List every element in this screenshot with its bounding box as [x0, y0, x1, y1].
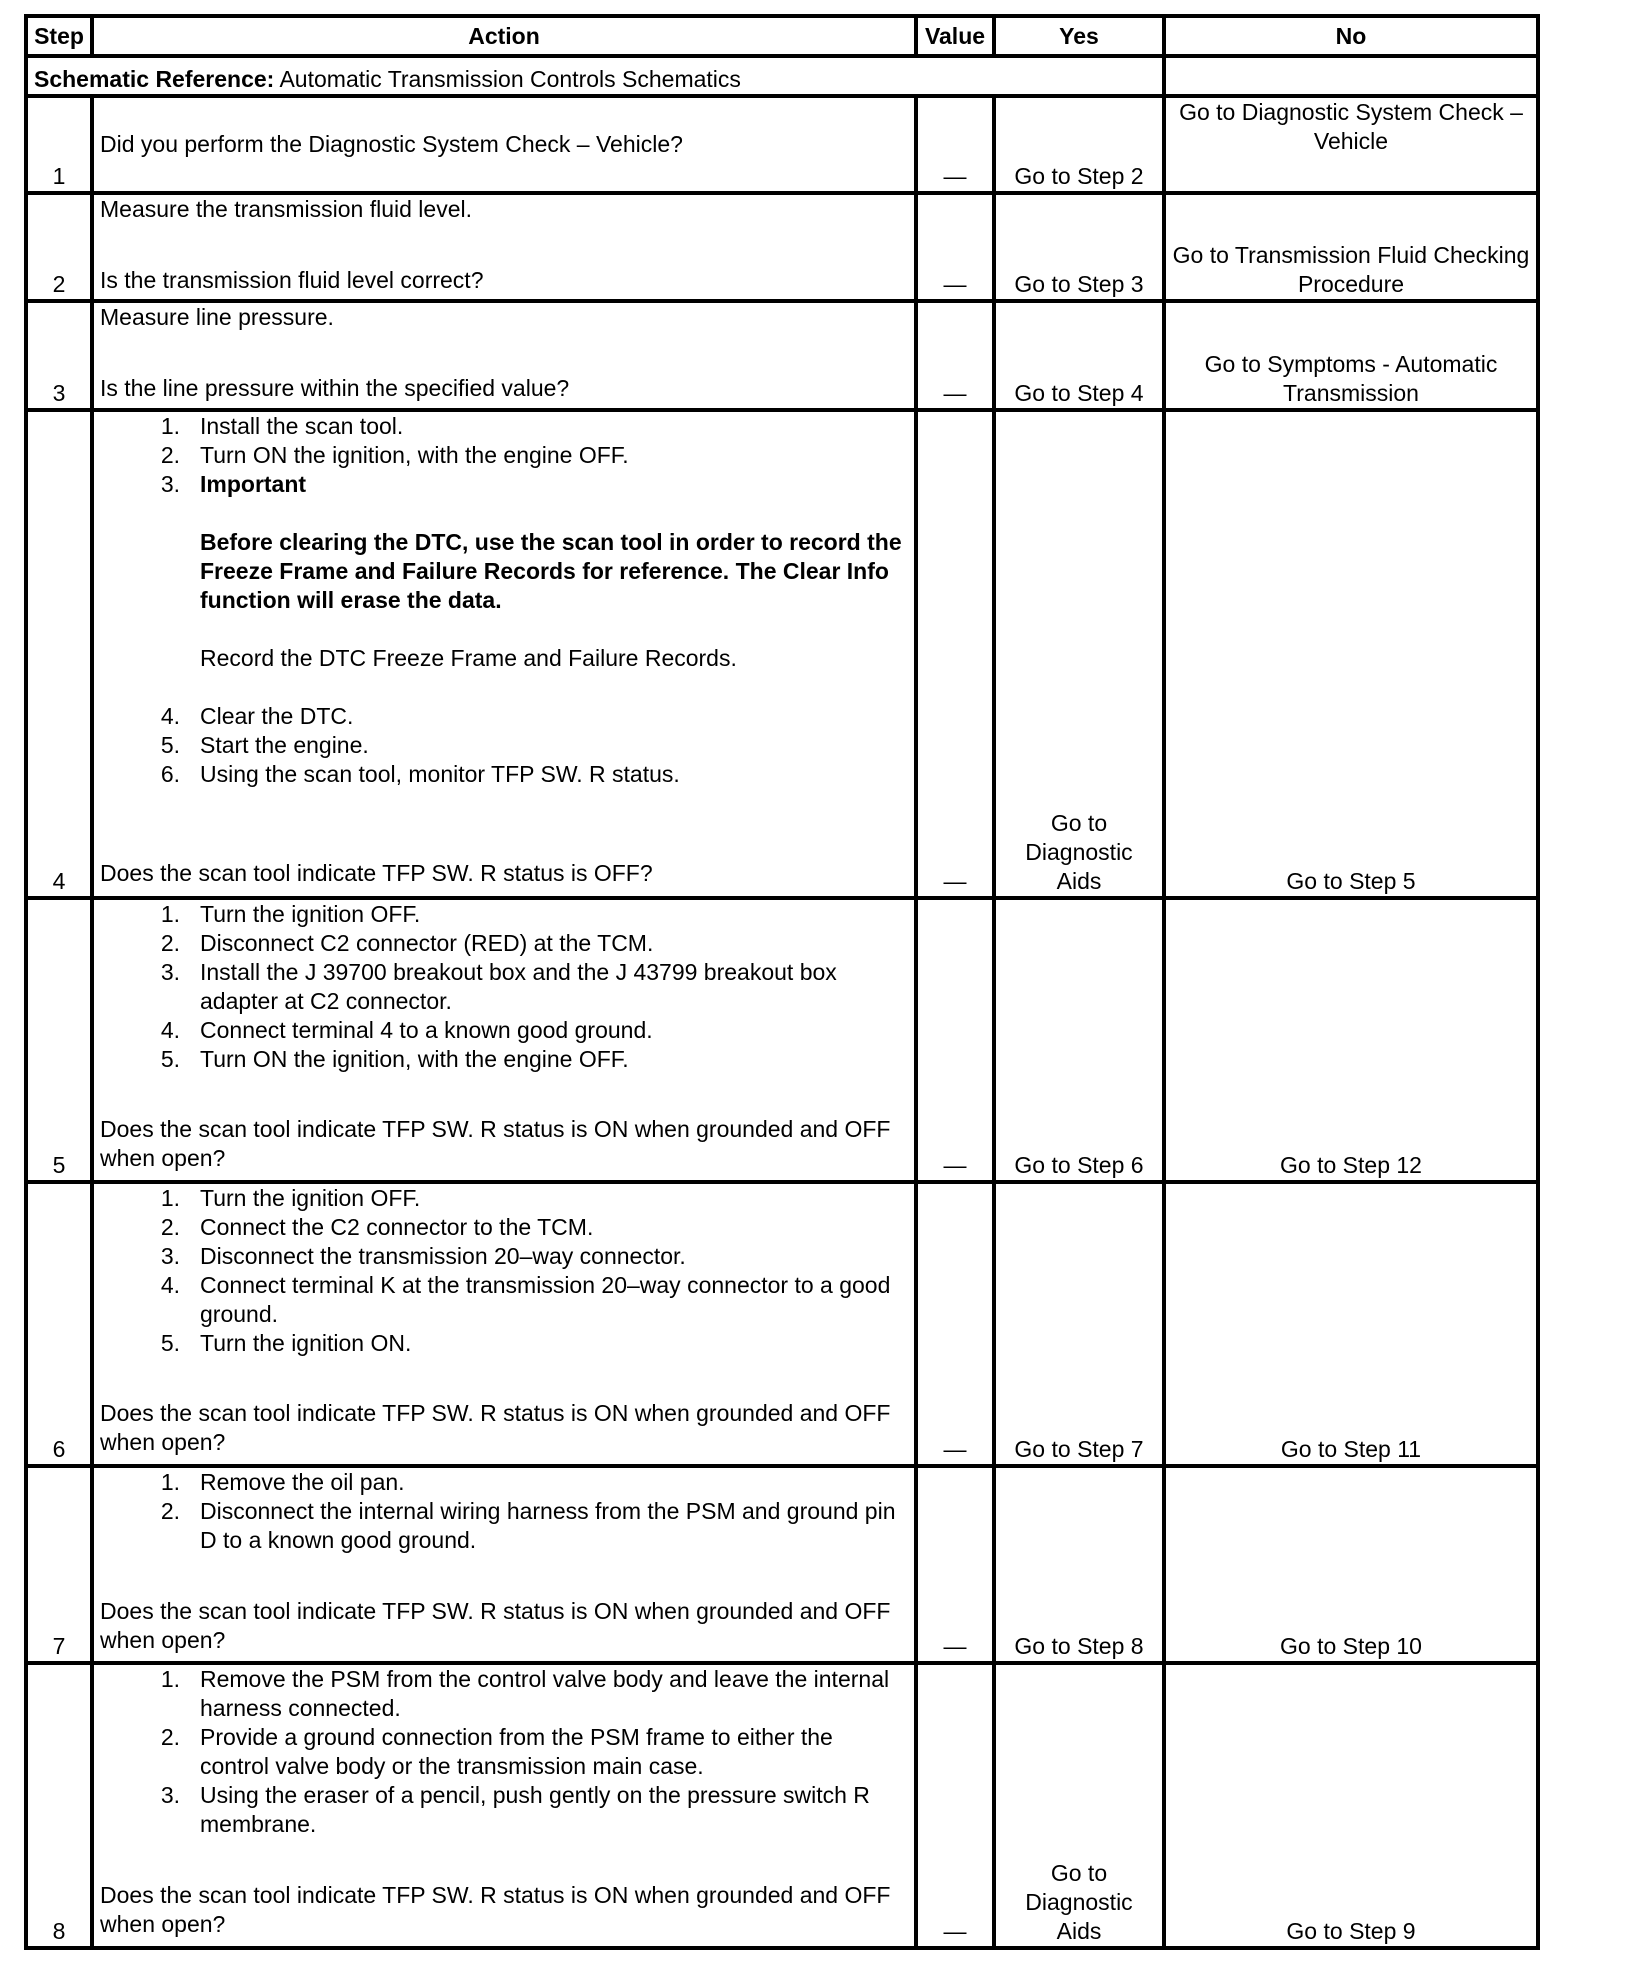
action-steps	[100, 900, 908, 1074]
action-steps	[100, 1184, 908, 1358]
list-item: 1. Turn the ignition OFF.	[160, 1185, 421, 1212]
action-question: Does the scan tool indicate TFP SW. R status is ON when grounded and OFF when open?	[100, 1400, 891, 1456]
schematic-text: Automatic Transmission Controls Schematics	[274, 66, 741, 93]
action-cell	[92, 301, 916, 409]
table-row	[26, 301, 1538, 409]
list-item: 4. Clear the DTC.	[160, 702, 354, 729]
important-label: Important	[200, 470, 307, 497]
action-question: Is the transmission fluid level correct?	[100, 267, 484, 294]
table-row	[26, 96, 1538, 193]
action-intro: Measure line pressure.	[100, 304, 334, 331]
step-number: 3	[26, 301, 92, 409]
action-steps	[100, 412, 908, 499]
schematic-row	[26, 56, 1538, 96]
list-item: 5. Start the engine.	[160, 731, 369, 758]
value-cell: —	[916, 1466, 994, 1663]
list-item: 5. Turn the ignition ON.	[160, 1330, 412, 1357]
action-question: Does the scan tool indicate TFP SW. R status is ON when grounded and OFF when open?	[100, 1598, 891, 1654]
action-question: Does the scan tool indicate TFP SW. R status is ON when grounded and OFF when open?	[100, 1882, 891, 1938]
no-link[interactable]: Go to Step 9	[1164, 1663, 1538, 1948]
value-cell: —	[916, 1663, 994, 1948]
yes-link[interactable]: Go to Step 2	[994, 96, 1164, 193]
no-link[interactable]: Go to Step 5	[1164, 410, 1538, 899]
list-item: 4. Connect terminal K at the transmission 20–way connector to a good ground.	[160, 1272, 891, 1328]
list-item: 1. Remove the oil pan.	[160, 1469, 405, 1496]
action-cell	[92, 410, 916, 899]
step-number: 7	[26, 1466, 92, 1663]
header-row	[26, 16, 1538, 56]
action-steps	[100, 1665, 908, 1839]
list-item: 2. Disconnect C2 connector (RED) at the TCM.	[160, 930, 654, 957]
table-row	[26, 1466, 1538, 1663]
list-item: 3. Important	[100, 470, 908, 499]
header-no: No	[1164, 16, 1538, 56]
table-row	[26, 410, 1538, 899]
step-number: 6	[26, 1182, 92, 1466]
yes-link[interactable]: Go to Step 8	[994, 1466, 1164, 1663]
header-yes: Yes	[994, 16, 1164, 56]
no-link[interactable]: Go to Transmission Fluid Checking Procedure	[1164, 193, 1538, 301]
important-note: Before clearing the DTC, use the scan tool in order to record the Freeze Frame and Failure Records for reference. The Clear Info function will erase the data.	[200, 528, 902, 613]
step-number: 5	[26, 898, 92, 1182]
step-number: 8	[26, 1663, 92, 1948]
list-item: 3. Using the eraser of a pencil, push gently on the pressure switch R membrane.	[160, 1782, 870, 1838]
list-item: 2. Provide a ground connection from the PSM frame to either the control valve body or the transmission main case.	[160, 1724, 833, 1780]
list-item: 3. Install the J 39700 breakout box and the J 43799 breakout box adapter at C2 connector.	[160, 959, 837, 1015]
action-cell	[92, 1663, 916, 1948]
table-row	[26, 193, 1538, 301]
yes-link[interactable]: Go to Diagnostic Aids	[994, 410, 1164, 899]
no-link[interactable]: Go to Symptoms - Automatic Transmission	[1164, 301, 1538, 409]
yes-link[interactable]: Go to Step 7	[994, 1182, 1164, 1466]
header-step: Step	[26, 16, 92, 56]
list-item: 1. Turn the ignition OFF.	[160, 901, 421, 928]
value-cell: —	[916, 410, 994, 899]
schematic-empty	[1164, 56, 1538, 96]
value-cell: —	[916, 96, 994, 193]
action-question: Is the line pressure within the specified value?	[100, 375, 570, 402]
list-item: 2. Turn ON the ignition, with the engine OFF.	[160, 441, 629, 468]
list-item: 6. Using the scan tool, monitor TFP SW. R status.	[160, 760, 680, 787]
action-steps	[100, 702, 908, 789]
table-row	[26, 1182, 1538, 1466]
yes-link[interactable]: Go to Step 4	[994, 301, 1164, 409]
action-question: Does the scan tool indicate TFP SW. R status is OFF?	[100, 859, 653, 886]
schematic-reference	[26, 56, 1164, 96]
action-cell	[92, 898, 916, 1182]
table-row	[26, 1663, 1538, 1948]
action-cell	[92, 193, 916, 301]
action-cell	[92, 1182, 916, 1466]
value-cell: —	[916, 193, 994, 301]
value-cell: —	[916, 301, 994, 409]
yes-link[interactable]: Go to Step 6	[994, 898, 1164, 1182]
diagnostic-table	[24, 14, 1540, 1950]
list-item: 3. Disconnect the transmission 20–way connector.	[160, 1243, 686, 1270]
no-link[interactable]: Go to Step 12	[1164, 898, 1538, 1182]
table-row	[26, 898, 1538, 1182]
no-link[interactable]: Go to Diagnostic System Check – Vehicle	[1164, 96, 1538, 193]
action-question: Did you perform the Diagnostic System Check – Vehicle?	[92, 96, 916, 193]
step-number: 4	[26, 410, 92, 899]
value-cell: —	[916, 898, 994, 1182]
header-action: Action	[92, 16, 916, 56]
schematic-label: Schematic Reference:	[34, 66, 275, 93]
action-cell	[92, 1466, 916, 1663]
value-cell: —	[916, 1182, 994, 1466]
list-item: 2. Disconnect the internal wiring harness from the PSM and ground pin D to a known good ground.	[160, 1498, 896, 1554]
header-value: Value	[916, 16, 994, 56]
list-item: 5. Turn ON the ignition, with the engine OFF.	[160, 1046, 629, 1073]
no-link[interactable]: Go to Step 11	[1164, 1182, 1538, 1466]
yes-link[interactable]: Go to Diagnostic Aids	[994, 1663, 1164, 1948]
action-question: Does the scan tool indicate TFP SW. R status is ON when grounded and OFF when open?	[100, 1116, 891, 1172]
step-number: 1	[26, 96, 92, 193]
step-number: 2	[26, 193, 92, 301]
important-action: Record the DTC Freeze Frame and Failure Records.	[200, 644, 737, 671]
yes-link[interactable]: Go to Step 3	[994, 193, 1164, 301]
list-item: 4. Connect terminal 4 to a known good ground.	[160, 1017, 653, 1044]
list-item: 1. Install the scan tool.	[160, 412, 404, 439]
list-item: 1. Remove the PSM from the control valve body and leave the internal harness connected.	[160, 1666, 890, 1722]
action-steps	[100, 1468, 908, 1555]
list-item: 2. Connect the C2 connector to the TCM.	[160, 1214, 594, 1241]
action-intro: Measure the transmission fluid level.	[100, 196, 472, 223]
no-link[interactable]: Go to Step 10	[1164, 1466, 1538, 1663]
